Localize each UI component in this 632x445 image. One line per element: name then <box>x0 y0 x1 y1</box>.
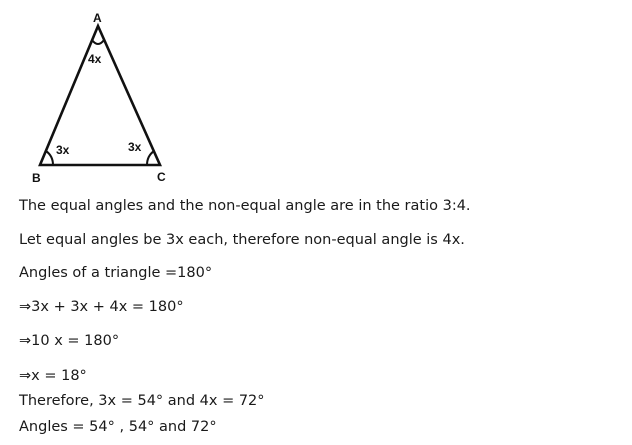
angle-arc-b <box>46 151 53 165</box>
angle-arc-a <box>92 40 104 44</box>
angle-label-a: 4x <box>88 52 102 66</box>
assumption-line: Let equal angles be 3x each, therefore non-equal angle is 4x. <box>19 232 465 248</box>
x-value-line: ⇒x = 18° <box>19 368 87 384</box>
vertex-label-a: A <box>93 11 102 25</box>
computed-angles-line: Therefore, 3x = 54° and 4x = 72° <box>19 393 265 409</box>
simplified-equation-line: ⇒10 x = 180° <box>19 333 120 349</box>
angle-arc-c <box>147 151 154 165</box>
vertex-label-c: C <box>157 170 166 184</box>
vertex-label-b: B <box>32 171 41 185</box>
angle-label-c: 3x <box>128 140 142 154</box>
equation-line: ⇒3x + 3x + 4x = 180° <box>19 299 184 315</box>
angle-sum-line: Angles of a triangle =180° <box>19 265 213 281</box>
angle-label-b: 3x <box>56 143 70 157</box>
ratio-statement: The equal angles and the non-equal angle are in the ratio 3:4. <box>19 198 471 214</box>
final-answer-line: Angles = 54° , 54° and 72° <box>19 419 217 435</box>
triangle-figure <box>0 0 200 195</box>
